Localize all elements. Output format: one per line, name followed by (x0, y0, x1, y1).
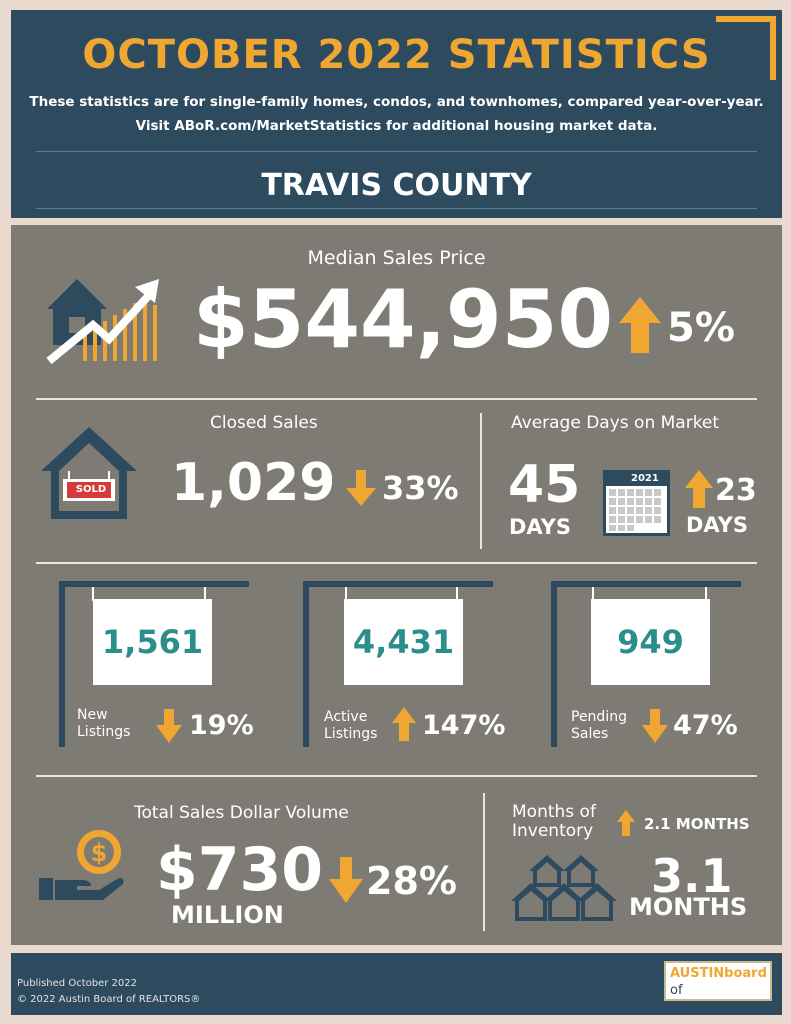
median-price-value: $544,950 (193, 273, 614, 366)
footer (11, 953, 782, 1015)
arrow-down-icon (329, 857, 363, 903)
stats-panel (11, 225, 782, 945)
arrow-up-icon (617, 810, 635, 836)
page-title: OCTOBER 2022 STATISTICS (82, 32, 711, 78)
new-listings-label-line-1: New (77, 707, 108, 723)
arrow-up-icon (392, 707, 416, 741)
arrow-up-icon (685, 470, 713, 508)
arrow-down-icon (156, 709, 182, 743)
new-listings-label (77, 707, 130, 741)
sign-post-top (303, 581, 493, 587)
sign-post-top (59, 581, 249, 587)
calendar-year: 2021 (631, 473, 659, 484)
copyright: © 2022 Austin Board of REALTORS® (17, 994, 201, 1005)
abor-logo[interactable] (664, 961, 772, 1015)
total-volume-unit: MILLION (171, 901, 284, 929)
header-divider-bottom (36, 208, 757, 209)
months-inventory-label (512, 803, 596, 841)
pending-sales-label-line-2: Sales (571, 726, 609, 742)
closed-sales-change: 33% (382, 469, 459, 507)
pending-sales-change: 47% (673, 710, 738, 741)
sign-post (551, 581, 557, 747)
arrow-down-icon (642, 709, 668, 743)
closed-sales-value: 1,029 (171, 453, 336, 513)
pending-sales-label (571, 709, 627, 743)
days-on-market-change-unit: DAYS (686, 513, 749, 537)
pending-sales-label-line-1: Pending (571, 709, 627, 725)
header-divider-top (36, 151, 757, 152)
sign-post-top (551, 581, 741, 587)
closed-sales-label: Closed Sales (210, 413, 318, 433)
logo-line-2: of REALTORS® (670, 983, 751, 1015)
months-inventory-label-line-1: Months of (512, 802, 596, 822)
new-listings-label-line-2: Listings (77, 724, 131, 740)
total-volume-label: Total Sales Dollar Volume (134, 803, 349, 823)
arrow-down-icon (346, 470, 376, 506)
active-listings-value: 4,431 (344, 599, 463, 685)
active-listings-label-line-2: Listings (324, 726, 378, 742)
months-inventory-value: 3.1 (651, 849, 733, 903)
published-date: Published October 2022 (17, 978, 137, 989)
houses-icon (511, 853, 617, 923)
months-inventory-unit: MONTHS (629, 893, 748, 921)
logo-line-1: AUSTINboard (670, 966, 767, 981)
arrow-up-icon (619, 297, 661, 353)
median-price-label: Median Sales Price (307, 247, 486, 269)
days-on-market-unit: DAYS (509, 515, 572, 539)
subtitle-line-2: Visit ABoR.com/MarketStatistics for additional housing market data. (135, 118, 658, 134)
active-listings-label (324, 709, 377, 743)
days-on-market-change: 23 (715, 473, 757, 508)
money-hand-icon (37, 828, 129, 906)
median-price-change: 5% (667, 305, 735, 351)
active-listings-change: 147% (422, 710, 506, 741)
section-divider-vertical (480, 413, 482, 549)
header-subtitle (11, 90, 782, 138)
sign-post (59, 581, 65, 747)
days-on-market-value: 45 (508, 455, 581, 515)
sold-house-icon (39, 425, 139, 521)
new-listings-change: 19% (189, 710, 254, 741)
subtitle-line-1: These statistics are for single-family homes, condos, and townhomes, compared year-over-year. (29, 94, 764, 110)
sign-post (303, 581, 309, 747)
section-divider (36, 775, 757, 777)
section-divider-vertical (483, 793, 485, 931)
months-inventory-label-line-2: Inventory (512, 821, 594, 841)
total-volume-change: 28% (366, 859, 457, 903)
sold-sign-text: SOLD (75, 484, 107, 495)
months-inventory-change: 2.1 MONTHS (644, 815, 750, 833)
active-listings-label-line-1: Active (324, 709, 368, 725)
svg-text:$: $ (90, 839, 108, 867)
new-listings-value: 1,561 (93, 599, 212, 685)
days-on-market-label: Average Days on Market (511, 413, 720, 433)
header-banner (11, 10, 782, 218)
pending-sales-value: 949 (591, 599, 710, 685)
section-divider (36, 398, 757, 400)
total-volume-value: $730 (156, 835, 323, 905)
region-title: TRAVIS COUNTY (261, 168, 532, 203)
section-divider (36, 562, 757, 564)
house-chart-icon (43, 275, 161, 365)
